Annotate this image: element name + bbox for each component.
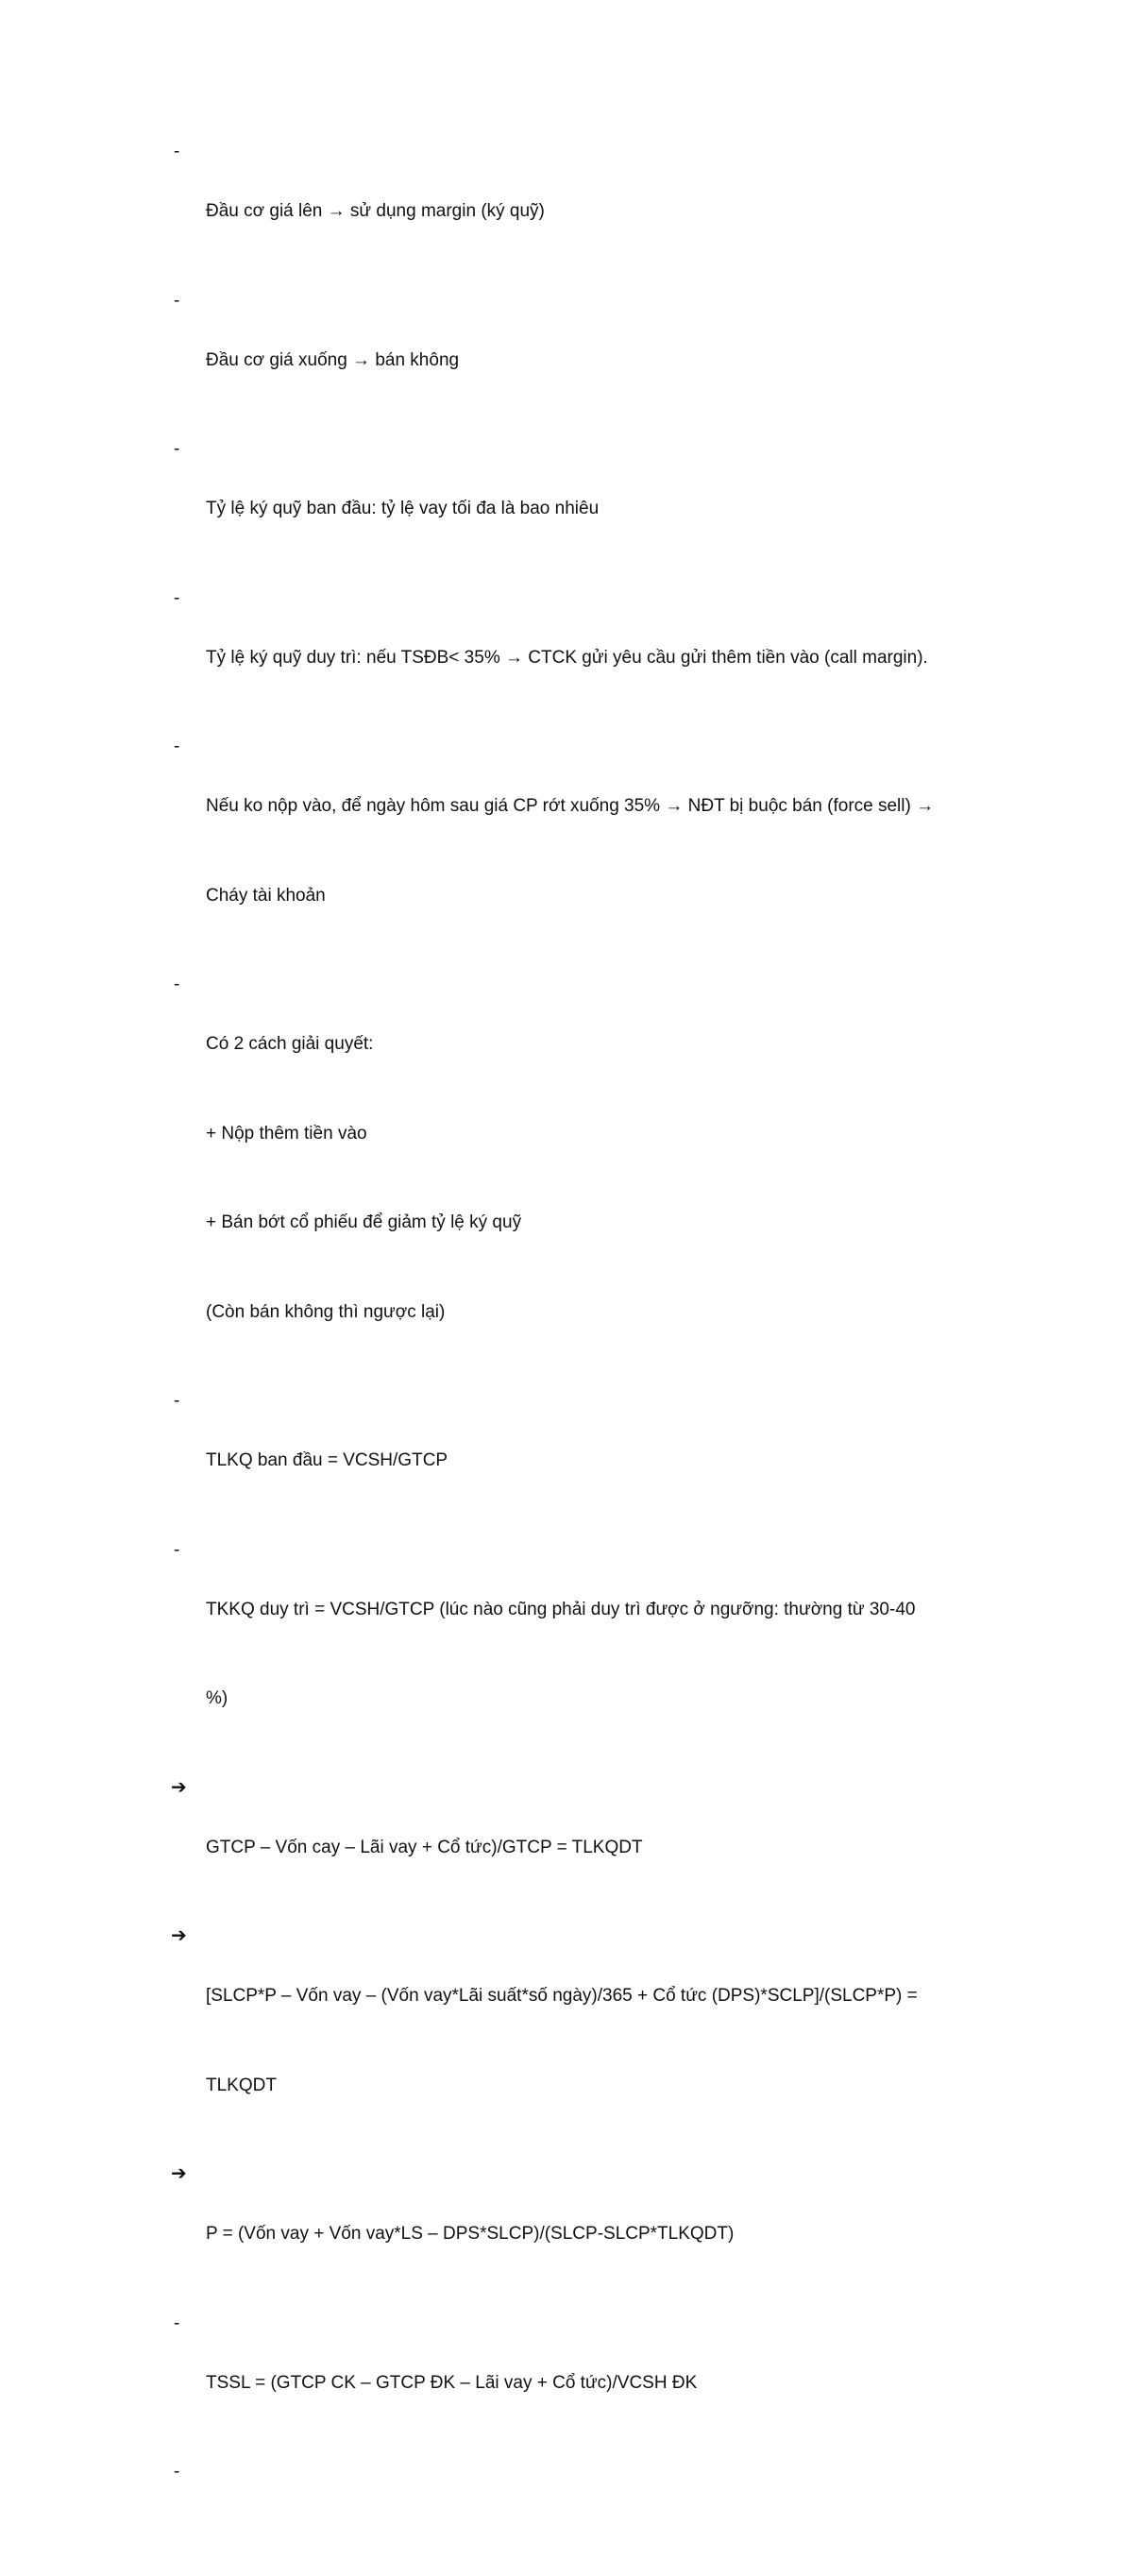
bullet-dash: - — [174, 737, 180, 756]
notes-list — [171, 137, 976, 2576]
bullet-dash: - — [174, 439, 180, 459]
sub-item-text: + Bán bớt cổ phiếu để giảm tỷ lệ ký quỹ — [206, 1212, 522, 1232]
item-text: Tỷ lệ ký quỹ duy trì: nếu TSĐB< 35% → CTCK gửi yêu cầu gửi thêm tiền vào (call margin). — [206, 647, 928, 668]
list-item — [174, 970, 976, 1386]
bullet-dash: - — [174, 1539, 180, 1560]
list-item — [174, 137, 976, 286]
list-item — [174, 1535, 976, 1773]
arrow-bullet-icon: ➔ — [171, 1776, 187, 1798]
list-item — [174, 1386, 976, 1535]
arrow-bullet-icon: ➔ — [171, 2163, 187, 2184]
item-text: Đầu cơ giá lên → sử dụng margin (ký quỹ) — [206, 201, 545, 221]
item-text: Tỷ lệ ký quỹ ban đầu: tỷ lệ vay tối đa là bao nhiêu — [206, 499, 600, 518]
item-text: TSSL = (GTCP CK – GTCP ĐK – Lãi vay + Cổ tức)/VCSH ĐK — [206, 2372, 698, 2393]
bullet-dash: - — [174, 587, 180, 608]
formula-text-continued: TLKQDT — [206, 2075, 277, 2095]
list-item — [174, 2309, 976, 2458]
bullet-dash: - — [174, 290, 180, 311]
list-item — [174, 584, 976, 733]
bullet-dash: - — [174, 142, 180, 161]
item-text-continued: %) — [206, 1688, 228, 1708]
list-item — [174, 2457, 976, 2576]
item-text: Có 2 cách giải quyết: — [206, 1034, 374, 1054]
bullet-dash: - — [174, 2462, 180, 2482]
list-item — [174, 434, 976, 584]
list-item — [174, 732, 976, 970]
bullet-dash: - — [174, 1391, 180, 1411]
formula-text: P = (Vốn vay + Vốn vay*LS – DPS*SLCP)/(SLCP-SLCP*TLKQDT) — [206, 2224, 735, 2244]
item-text: TKKQ duy trì = VCSH/GTCP (lúc nào cũng phải duy trì được ở ngưỡng: thường từ 30-40 — [206, 1599, 916, 1619]
bullet-dash: - — [174, 2313, 180, 2333]
sub-item-text: (Còn bán không thì ngược lại) — [206, 1301, 446, 1322]
item-text: Nếu ko nộp vào, để ngày hôm sau giá CP rớt xuống 35% → NĐT bị buộc bán (force sell) → — [206, 796, 935, 816]
list-item — [171, 1922, 976, 2160]
list-item — [174, 286, 976, 435]
item-text: Đầu cơ giá xuống → bán không — [206, 349, 460, 370]
bullet-dash: - — [174, 974, 180, 994]
item-text-continued: Cháy tài khoản — [206, 885, 326, 906]
arrow-bullet-icon: ➔ — [171, 1925, 187, 1946]
list-item — [171, 1773, 976, 1923]
sub-item-text: + Nộp thêm tiền vào — [206, 1123, 367, 1144]
item-text: TLKQ ban đầu = VCSH/GTCP — [206, 1450, 448, 1470]
formula-text: GTCP – Vốn cay – Lãi vay + Cổ tức)/GTCP = TLKQDT — [206, 1837, 643, 1857]
list-item — [171, 2160, 976, 2309]
formula-text: [SLCP*P – Vốn vay – (Vốn vay*Lãi suất*số ngày)/365 + Cổ tức (DPS)*SCLP]/(SLCP*P) = — [206, 1986, 918, 2006]
